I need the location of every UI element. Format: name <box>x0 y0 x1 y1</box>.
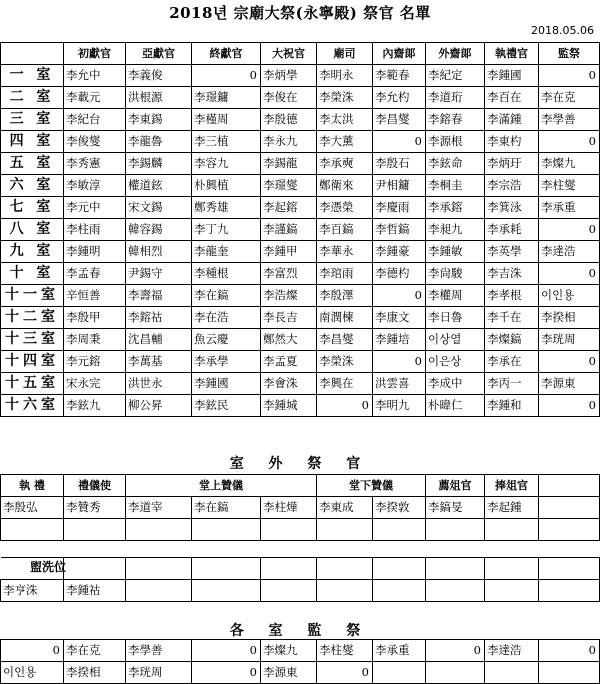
official-cell: 0 <box>539 131 600 153</box>
official-cell: 李源東 <box>539 373 600 395</box>
official-cell: 李鍾敏 <box>426 241 485 263</box>
official-cell: 李錫龍 <box>261 153 317 175</box>
official-cell: 李孝根 <box>485 285 539 307</box>
official-cell: 李會洙 <box>261 373 317 395</box>
room-label: 十二室 <box>1 307 64 329</box>
official-cell: 李燦九 <box>539 153 600 175</box>
inspect-cell: 李源東 <box>261 662 317 684</box>
room-label: 一 室 <box>1 65 64 87</box>
official-cell: 李達浩 <box>539 241 600 263</box>
official-cell: 宋文錫 <box>126 197 192 219</box>
main-officials-table <box>0 42 600 417</box>
official-cell: 李百鎬 <box>317 219 373 241</box>
document-title: 2018년 宗廟大祭(永寧殿) 祭官 名單 <box>169 4 431 22</box>
official-cell: 韓容錫 <box>126 219 192 241</box>
official-cell: 李壽福 <box>126 285 192 307</box>
official-cell: 李宗浩 <box>485 175 539 197</box>
official-cell: 李殷甲 <box>64 307 126 329</box>
official-cell: 李燦鎬 <box>485 329 539 351</box>
outer-header-empty <box>539 475 600 497</box>
official-cell: 0 <box>373 285 426 307</box>
official-cell: 李紀定 <box>426 65 485 87</box>
official-cell: 李承耗 <box>485 219 539 241</box>
official-cell: 李承鎔 <box>426 197 485 219</box>
official-cell: 李炳玗 <box>485 153 539 175</box>
official-cell: 李承奭 <box>317 153 373 175</box>
wash-table <box>0 557 600 602</box>
room-row <box>1 65 600 87</box>
room-label: 十三室 <box>1 329 64 351</box>
official-cell: 李起鎔 <box>261 197 317 219</box>
room-row <box>1 329 600 351</box>
official-cell: 李明九 <box>373 395 426 417</box>
outer-value: 李殷弘 <box>1 497 64 519</box>
official-cell: 李源根 <box>426 131 485 153</box>
official-cell: 李華永 <box>317 241 373 263</box>
room-label: 七 室 <box>1 197 64 219</box>
outer-empty-row <box>1 519 600 541</box>
official-cell: 李桐圭 <box>426 175 485 197</box>
official-cell: 李槿周 <box>192 109 261 131</box>
official-cell: 李三植 <box>192 131 261 153</box>
official-cell: 李丙一 <box>485 373 539 395</box>
inspect-cell: 李揆相 <box>64 662 126 684</box>
room-label: 四 室 <box>1 131 64 153</box>
official-cell: 0 <box>192 65 261 87</box>
official-cell: 李柱雨 <box>64 219 126 241</box>
official-cell: 이은상 <box>426 351 485 373</box>
official-cell: 洪雲喜 <box>373 373 426 395</box>
inspect-section-title: 各 室 監 祭 <box>229 623 371 639</box>
outer-value: 李柱燁 <box>261 497 317 519</box>
official-cell: 李千在 <box>485 307 539 329</box>
outer-header: 堂下贊儀 <box>317 475 426 497</box>
official-cell: 李元中 <box>64 197 126 219</box>
official-cell: 이상열 <box>426 329 485 351</box>
official-cell: 李周秉 <box>64 329 126 351</box>
official-cell: 鄭秀雄 <box>192 197 261 219</box>
official-cell: 沈昌輔 <box>126 329 192 351</box>
official-cell: 李在鎬 <box>192 285 261 307</box>
official-cell: 李龍奎 <box>192 241 261 263</box>
official-cell: 0 <box>539 219 600 241</box>
official-cell: 李龍魯 <box>126 131 192 153</box>
official-cell: 0 <box>373 351 426 373</box>
official-cell: 鄭衛來 <box>317 175 373 197</box>
inspect-cell: 0 <box>192 662 261 684</box>
corner-cell <box>1 43 64 65</box>
official-cell: 尹相鏞 <box>373 175 426 197</box>
official-cell: 李興在 <box>317 373 373 395</box>
official-cell: 李鉉民 <box>192 395 261 417</box>
official-cell: 李東錫 <box>126 109 192 131</box>
official-cell: 이인용 <box>539 285 600 307</box>
official-cell: 李承在 <box>485 351 539 373</box>
official-cell: 李珖周 <box>539 329 600 351</box>
official-cell: 李敏淳 <box>64 175 126 197</box>
official-cell: 李承學 <box>192 351 261 373</box>
official-cell: 李德杓 <box>373 263 426 285</box>
room-label: 二 室 <box>1 87 64 109</box>
official-cell: 宋永完 <box>64 373 126 395</box>
room-label: 九 室 <box>1 241 64 263</box>
official-cell: 李鎔祜 <box>126 307 192 329</box>
official-cell: 李範春 <box>373 65 426 87</box>
outer-value: 李在鎬 <box>192 497 261 519</box>
room-row <box>1 153 600 175</box>
outer-value: 李東成 <box>317 497 373 519</box>
column-header: 亞獻官 <box>126 43 192 65</box>
outer-header: 執 禮 <box>1 475 64 497</box>
official-cell: 洪根源 <box>126 87 192 109</box>
official-cell: 李俊燮 <box>64 131 126 153</box>
official-cell: 李璟燮 <box>261 175 317 197</box>
room-row <box>1 241 600 263</box>
room-label: 五 室 <box>1 153 64 175</box>
inspect-cell: 0 <box>426 640 485 662</box>
inspect-cell: 이인용 <box>1 662 64 684</box>
official-cell: 李哲鎬 <box>373 219 426 241</box>
official-cell: 李秀憲 <box>64 153 126 175</box>
column-header: 外齋郞 <box>426 43 485 65</box>
official-cell: 李昌燮 <box>317 329 373 351</box>
room-row <box>1 175 600 197</box>
outer-values-row <box>1 497 600 519</box>
room-row <box>1 87 600 109</box>
official-cell: 李鉉命 <box>426 153 485 175</box>
inspect-cell: 李在克 <box>64 640 126 662</box>
official-cell: 李英學 <box>485 241 539 263</box>
document-date: 2018.05.06 <box>531 24 594 37</box>
official-cell: 李炳學 <box>261 65 317 87</box>
outer-value: 李鎬旻 <box>426 497 485 519</box>
inspect-cell: 李達浩 <box>485 640 539 662</box>
official-cell: 李榮洙 <box>317 87 373 109</box>
official-cell: 李柱燮 <box>539 175 600 197</box>
room-label: 十 室 <box>1 263 64 285</box>
official-cell: 李浩燦 <box>261 285 317 307</box>
official-cell: 李憑榮 <box>317 197 373 219</box>
official-cell: 李鉉九 <box>64 395 126 417</box>
room-row <box>1 131 600 153</box>
column-header: 廟司 <box>317 43 373 65</box>
column-header: 執禮官 <box>485 43 539 65</box>
official-cell: 李紀台 <box>64 109 126 131</box>
official-cell: 李滿鍾 <box>485 109 539 131</box>
official-cell: 李殷德 <box>261 109 317 131</box>
official-cell: 0 <box>539 65 600 87</box>
room-row <box>1 307 600 329</box>
outer-officials-table <box>0 474 600 541</box>
inspect-cell <box>426 662 485 684</box>
official-cell: 李尙駿 <box>426 263 485 285</box>
official-cell: 李允中 <box>64 65 126 87</box>
room-row <box>1 395 600 417</box>
official-cell: 李錫麟 <box>126 153 192 175</box>
inspect-cell: 0 <box>1 640 64 662</box>
official-cell: 洪世永 <box>126 373 192 395</box>
official-cell: 李鍾國 <box>192 373 261 395</box>
inspect-cell <box>539 662 600 684</box>
official-cell: 李殷澤 <box>317 285 373 307</box>
official-cell: 柳公昇 <box>126 395 192 417</box>
official-cell: 李明永 <box>317 65 373 87</box>
official-cell: 尹錫守 <box>126 263 192 285</box>
official-cell: 李百在 <box>485 87 539 109</box>
official-cell: 李允杓 <box>373 87 426 109</box>
room-row <box>1 219 600 241</box>
official-cell: 李昶九 <box>426 219 485 241</box>
official-cell: 李琯雨 <box>317 263 373 285</box>
outer-header: 捧俎官 <box>485 475 539 497</box>
outer-header: 薦俎官 <box>426 475 485 497</box>
inspect-cell <box>485 662 539 684</box>
official-cell: 0 <box>317 395 373 417</box>
official-cell: 李萬基 <box>126 351 192 373</box>
official-cell: 李孟夏 <box>261 351 317 373</box>
official-cell: 李孟春 <box>64 263 126 285</box>
official-cell: 李道珩 <box>426 87 485 109</box>
outer-value: 李道宰 <box>126 497 192 519</box>
official-cell: 李義俊 <box>126 65 192 87</box>
official-cell: 李在克 <box>539 87 600 109</box>
official-cell: 李容九 <box>192 153 261 175</box>
inspect-cell: 0 <box>317 662 373 684</box>
official-cell: 李鍾培 <box>373 329 426 351</box>
official-cell: 李昌燮 <box>373 109 426 131</box>
outer-header: 堂上贊儀 <box>126 475 317 497</box>
official-cell: 李長吉 <box>261 307 317 329</box>
room-row <box>1 373 600 395</box>
column-header: 初獻官 <box>64 43 126 65</box>
official-cell: 南潤楝 <box>317 307 373 329</box>
room-row <box>1 197 600 219</box>
official-cell: 李鍾甲 <box>261 241 317 263</box>
official-cell: 李俊在 <box>261 87 317 109</box>
inspect-row <box>1 640 600 662</box>
official-cell: 李承重 <box>539 197 600 219</box>
official-cell: 李吉洙 <box>485 263 539 285</box>
official-cell: 李鍾和 <box>485 395 539 417</box>
inspect-cell: 李珖周 <box>126 662 192 684</box>
inspect-table <box>0 639 600 684</box>
official-cell: 李富烈 <box>261 263 317 285</box>
outer-header-row <box>1 475 600 497</box>
inspect-cell <box>373 662 426 684</box>
column-header: 大祝官 <box>261 43 317 65</box>
header-row <box>1 43 600 65</box>
column-header: 內齋郞 <box>373 43 426 65</box>
room-label: 十一室 <box>1 285 64 307</box>
official-cell: 李元鎔 <box>64 351 126 373</box>
official-cell: 李榮洙 <box>317 351 373 373</box>
official-cell: 0 <box>539 263 600 285</box>
inspect-cell: 李承重 <box>373 640 426 662</box>
official-cell: 李丁九 <box>192 219 261 241</box>
column-header: 監祭 <box>539 43 600 65</box>
official-cell: 李權周 <box>426 285 485 307</box>
room-label: 六 室 <box>1 175 64 197</box>
room-label: 十六室 <box>1 395 64 417</box>
outer-value: 李起鍾 <box>485 497 539 519</box>
wash-value: 李亨洙 <box>1 580 64 602</box>
official-cell: 韓相烈 <box>126 241 192 263</box>
wash-value: 李鍾祜 <box>64 580 126 602</box>
official-cell: 魚云慶 <box>192 329 261 351</box>
official-cell: 李在浩 <box>192 307 261 329</box>
outer-value: 李揆敦 <box>373 497 426 519</box>
official-cell: 0 <box>539 395 600 417</box>
official-cell: 李太洪 <box>317 109 373 131</box>
official-cell: 李謹鎬 <box>261 219 317 241</box>
official-cell: 朴興植 <box>192 175 261 197</box>
official-cell: 0 <box>539 351 600 373</box>
official-cell: 李鍾國 <box>485 65 539 87</box>
official-cell: 李永九 <box>261 131 317 153</box>
inspect-cell: 李學善 <box>126 640 192 662</box>
official-cell: 李種根 <box>192 263 261 285</box>
room-row <box>1 351 600 373</box>
official-cell: 李慶雨 <box>373 197 426 219</box>
column-header: 終獻官 <box>192 43 261 65</box>
official-cell: 李璟鏞 <box>192 87 261 109</box>
official-cell: 鄭然大 <box>261 329 317 351</box>
room-label: 八 室 <box>1 219 64 241</box>
official-cell: 李箕泳 <box>485 197 539 219</box>
official-cell: 權道鉉 <box>126 175 192 197</box>
official-cell: 李大薰 <box>317 131 373 153</box>
official-cell: 李學善 <box>539 109 600 131</box>
inspect-cell: 李柱燮 <box>317 640 373 662</box>
outer-value: 李贊秀 <box>64 497 126 519</box>
official-cell: 0 <box>373 131 426 153</box>
inspect-cell: 0 <box>539 640 600 662</box>
wash-values-row <box>1 580 600 602</box>
room-row <box>1 285 600 307</box>
official-cell: 李殷石 <box>373 153 426 175</box>
official-cell: 李載元 <box>64 87 126 109</box>
room-row <box>1 109 600 131</box>
official-cell: 李揆相 <box>539 307 600 329</box>
official-cell: 李成中 <box>426 373 485 395</box>
inspect-cell: 0 <box>192 640 261 662</box>
room-label: 三 室 <box>1 109 64 131</box>
outer-section-title: 室 外 祭 官 <box>229 456 371 472</box>
official-cell: 李鍾城 <box>261 395 317 417</box>
official-cell: 李日魯 <box>426 307 485 329</box>
inspect-cell: 李燦九 <box>261 640 317 662</box>
inspect-row <box>1 662 600 684</box>
room-label: 十四室 <box>1 351 64 373</box>
official-cell: 李鎔春 <box>426 109 485 131</box>
wash-title: 盥洗位 <box>30 560 67 574</box>
official-cell: 朴暐仁 <box>426 395 485 417</box>
official-cell: 辛恒善 <box>64 285 126 307</box>
room-label: 十五室 <box>1 373 64 395</box>
outer-header: 禮儀使 <box>64 475 126 497</box>
room-row <box>1 263 600 285</box>
official-cell: 李鍾豪 <box>373 241 426 263</box>
official-cell: 李康文 <box>373 307 426 329</box>
official-cell: 李鍾明 <box>64 241 126 263</box>
official-cell: 李東杓 <box>485 131 539 153</box>
